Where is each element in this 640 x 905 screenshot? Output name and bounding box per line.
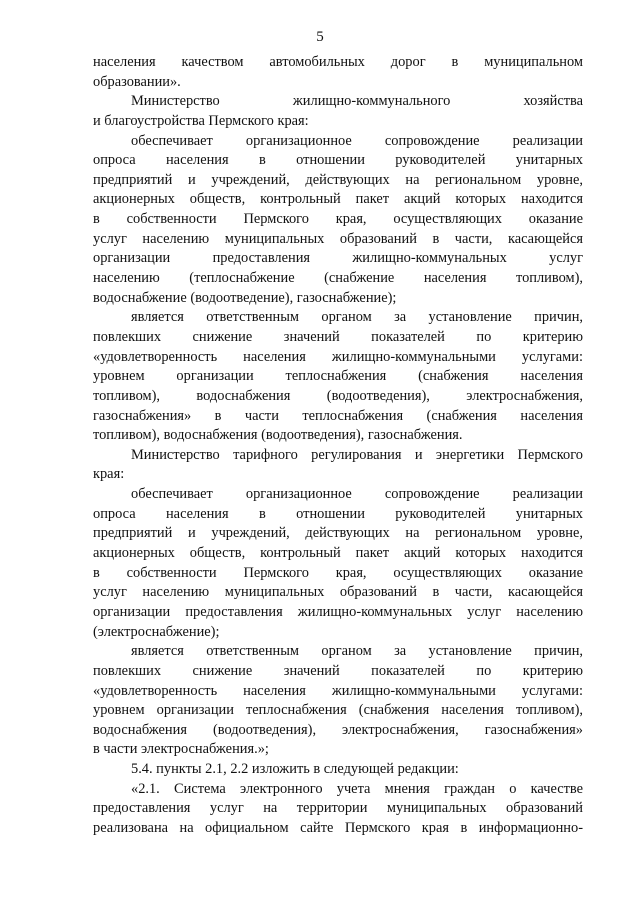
page-number: 5 [316, 29, 324, 45]
text-line: услуг населению муниципальных образований в части, касающейся [93, 230, 583, 247]
text-line: опроса населения в отношении руководителей унитарных [93, 152, 583, 169]
text-line: повлекших снижение значений показателей по критерию [93, 328, 583, 345]
text-line: предоставления услуг на территории муниципальных образований [93, 800, 583, 817]
text-line: «удовлетворенность населения жилищно-коммунальными услугами: [93, 682, 583, 699]
text-line: 5.4. пункты 2.1, 2.2 изложить в следующей редакции: [131, 761, 459, 778]
text-line: образовании». [93, 73, 181, 90]
text-line: населению (теплоснабжение (снабжение населения топливом), [93, 270, 583, 287]
text-line: является ответственным органом за установление причин, [131, 643, 583, 660]
text-line: газоснабжения» в части теплоснабжения (снабжения населения [93, 407, 583, 424]
text-line: топливом), водоснабжения (водоотведения), газоснабжения. [93, 427, 463, 444]
text-line: уровнем организации теплоснабжения (снабжения населения [93, 368, 583, 385]
text-line: повлекших снижение значений показателей по критерию [93, 662, 583, 679]
text-line: акционерных обществ, контрольный пакет акций которых находится [93, 191, 583, 208]
text-line: края: [93, 466, 125, 483]
text-line: (электроснабжение); [93, 623, 220, 640]
text-line: предприятий и учреждений, действующих на региональном уровне, [93, 171, 583, 188]
text-line: Министерство жилищно-коммунального хозяйства [131, 93, 583, 110]
text-line: в собственности Пермского края, осуществляющих оказание [93, 564, 583, 581]
text-line: в части электроснабжения.»; [93, 741, 269, 758]
text-line: опроса населения в отношении руководителей унитарных [93, 505, 583, 522]
text-line: водоснабжения (водоотведения), электроснабжения, газоснабжения» [93, 721, 583, 738]
text-line: акционерных обществ, контрольный пакет акций которых находится [93, 545, 583, 562]
text-line: топливом), водоснабжения (водоотведения), электроснабжения, [93, 387, 583, 404]
document-body [93, 53, 583, 839]
text-line: услуг населению муниципальных образований в части, касающейся [93, 584, 583, 601]
text-line: населения качеством автомобильных дорог в муниципальном [93, 54, 583, 70]
text-line: организации предоставления жилищно-коммунальных услуг [93, 250, 583, 267]
text-line: Министерство тарифного регулирования и энергетики Пермского [131, 446, 583, 463]
text-line: обеспечивает организационное сопровождение реализации [131, 486, 583, 503]
text-line: и благоустройства Пермского края: [93, 112, 309, 129]
text-line: «2.1. Система электронного учета мнения граждан о качестве [131, 780, 583, 797]
text-line: организации предоставления жилищно-коммунальных услуг населению [93, 603, 583, 620]
text-line: обеспечивает организационное сопровождение реализации [131, 132, 583, 149]
text-line: водоснабжение (водоотведение), газоснабжение); [93, 289, 397, 306]
text-line: является ответственным органом за установление причин, [131, 309, 583, 326]
text-line: предприятий и учреждений, действующих на региональном уровне, [93, 525, 583, 542]
text-line: в собственности Пермского края, осуществляющих оказание [93, 211, 583, 228]
text-line: уровнем организации теплоснабжения (снабжения населения топливом), [93, 702, 583, 719]
text-line: «удовлетворенность населения жилищно-коммунальными услугами: [93, 348, 583, 365]
text-line: реализована на официальном сайте Пермского края в информационно- [93, 819, 583, 836]
